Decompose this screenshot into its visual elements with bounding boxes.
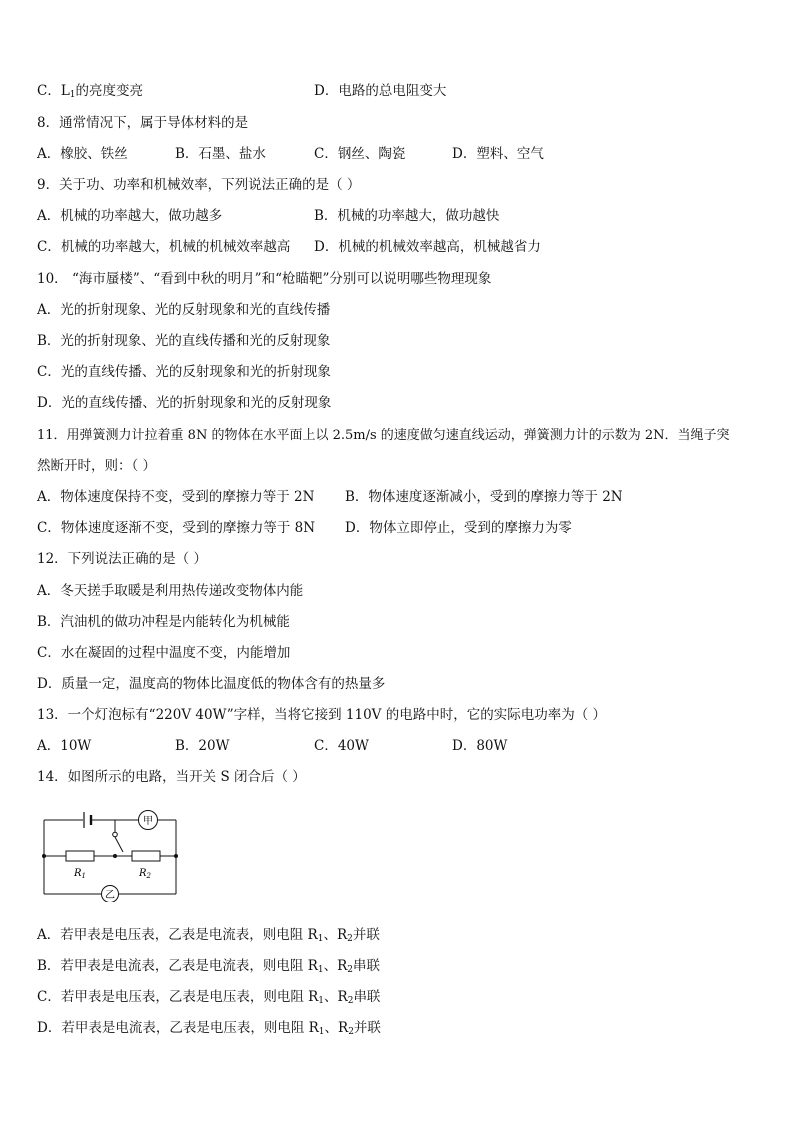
q13-option-b: B．20W [175, 738, 230, 754]
q14-a-sub2: 2 [347, 934, 353, 944]
switch-blade [115, 837, 123, 852]
q13-option-c: C．40W [314, 738, 369, 754]
q14-a-sub1: 1 [317, 934, 324, 944]
q7-option-d: D．电路的总电阻变大 [314, 83, 447, 99]
q12-option-b: B．汽油机的做功冲程是内能转化为机械能 [37, 614, 290, 630]
q14-c-post: 串联 [353, 989, 381, 1005]
q14-b-mid: 、R [323, 958, 348, 974]
q14-a-post: 并联 [352, 927, 380, 943]
q13-option-a: A．10W [37, 738, 92, 754]
q11-option-c: C．物体速度逐渐不变，受到的摩擦力等于 8N [37, 520, 316, 536]
q14-d-post: 并联 [353, 1020, 381, 1036]
q14-option-b [37, 957, 380, 979]
q13-option-d: D．80W [452, 738, 508, 754]
q10-option-c: C．光的直线传播、光的反射现象和光的折射现象 [37, 364, 331, 380]
q14-c-pre: C．若甲表是电压表，乙表是电压表，则电阻 R [37, 989, 319, 1005]
q11-option-a: A．物体速度保持不变，受到的摩擦力等于 2N [37, 489, 315, 505]
q8-option-b: B．石墨、盐水 [175, 146, 266, 162]
q14-option-c [37, 988, 380, 1010]
q10-option-b: B．光的折射现象、光的直线传播和光的反射现象 [37, 333, 331, 349]
q11-stem-line1: 11．用弹簧测力计拉着重 8N 的物体在水平面上以 2.5m/s 的速度做匀速直线运动，弹簧测力计的示数为 2N．当绳子突 [37, 428, 730, 443]
resistor-r2 [132, 851, 160, 861]
q11-option-b: B．物体速度逐渐减小，受到的摩擦力等于 2N [345, 489, 623, 505]
q11-stem-line2: 然断开时，则：（ ） [37, 458, 157, 474]
q7-option-c-pre: C．L [37, 83, 70, 99]
circuit-diagram [40, 806, 190, 902]
label-r1: $R_1$ [74, 868, 86, 880]
q8-option-d: D．塑料、空气 [452, 146, 544, 162]
q14-stem: 14．如图所示的电路，当开关 S 闭合后（ ） [37, 769, 306, 785]
q14-d-sub1: 1 [318, 1027, 325, 1037]
junction-right [174, 854, 178, 858]
q11-option-d: D．物体立即停止，受到的摩擦力为零 [345, 520, 572, 536]
q14-b-post: 串联 [353, 958, 381, 974]
q14-a-mid: 、R [323, 927, 348, 943]
q14-b-sub2: 2 [347, 965, 354, 975]
q14-d-pre: D．若甲表是电流表，乙表是电压表，则电阻 R [37, 1020, 319, 1036]
switch-contact-top [113, 832, 118, 837]
q14-d-mid: 、R [324, 1020, 349, 1036]
q14-option-d [37, 1019, 381, 1041]
q14-a-pre: A．若甲表是电压表，乙表是电流表，则电阻 R [37, 927, 318, 943]
q9-option-c: C．机械的功率越大，机械的机械效率越高 [37, 239, 291, 255]
q9-option-d: D．机械的机械效率越高，机械越省力 [314, 239, 541, 255]
q13-stem: 13．一个灯泡标有“220V 40W”字样，当将它接到 110V 的电路中时，它的实际电功率为（ ） [37, 707, 606, 723]
meter-jia-label: 甲 [143, 816, 153, 827]
label-r2: $R_2$ [139, 868, 151, 880]
q7-option-c-sub: 1 [69, 90, 76, 100]
q12-option-a: A．冬天搓手取暖是利用热传递改变物体内能 [37, 583, 304, 599]
q14-b-sub1: 1 [317, 965, 324, 975]
junction-left [42, 854, 46, 858]
q14-d-sub2: 2 [348, 1027, 354, 1037]
q14-c-sub2: 2 [347, 996, 354, 1006]
q10-option-d: D．光的直线传播、光的折射现象和光的反射现象 [37, 395, 332, 411]
battery-icon [84, 812, 91, 828]
q8-option-c: C．钢丝、陶瓷 [314, 146, 406, 162]
q10-stem: 10． “海市蜃楼”、“看到中秋的明月”和“枪瞄靶”分别可以说明哪些物理现象 [37, 271, 492, 287]
q7-option-c [37, 82, 143, 104]
q14-c-sub1: 1 [318, 996, 325, 1006]
q7-option-c-post: 的亮度变亮 [75, 83, 144, 99]
q12-option-c: C．水在凝固的过程中温度不变，内能增加 [37, 645, 291, 661]
q9-option-b: B．机械的功率越大，做功越快 [314, 208, 500, 224]
resistor-r1 [66, 851, 94, 861]
q12-option-d: D．质量一定，温度高的物体比温度低的物体含有的热量多 [37, 676, 386, 692]
q10-option-a: A．光的折射现象、光的反射现象和光的直线传播 [37, 302, 331, 318]
q8-option-a: A．橡胶、铁丝 [37, 146, 128, 162]
q14-b-pre: B．若甲表是电流表，乙表是电流表，则电阻 R [37, 958, 318, 974]
q12-stem: 12．下列说法正确的是（ ） [37, 551, 207, 567]
meter-yi-label: 乙 [105, 890, 115, 901]
q14-c-mid: 、R [324, 989, 348, 1005]
switch-contact-bottom [113, 854, 117, 858]
q14-option-a [37, 926, 380, 948]
q9-option-a: A．机械的功率越大，做功越多 [37, 208, 223, 224]
q8-stem: 8．通常情况下，属于导体材料的是 [37, 115, 249, 131]
q9-stem: 9．关于功、功率和机械效率，下列说法正确的是（ ） [37, 177, 361, 193]
